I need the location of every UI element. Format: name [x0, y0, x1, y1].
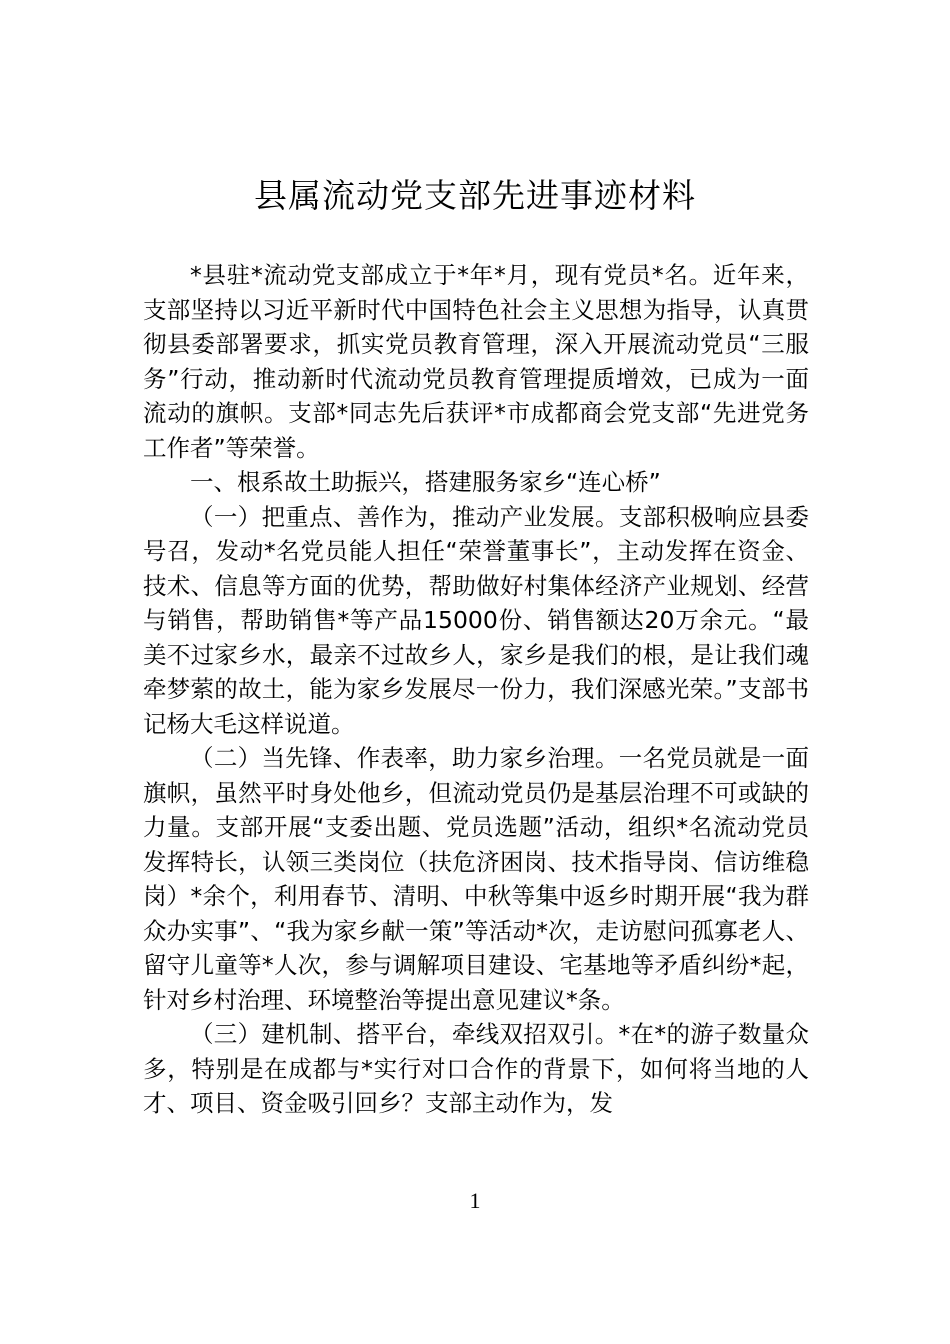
subsection-paragraph-2: （二）当先锋、作表率，助力家乡治理。一名党员就是一面旗帜，虽然平时身处他乡，但流动党员仍是基层治理不可或缺的力量。支部开展“支委出题、党员选题”活动，组织*名流动党员发挥特长，认领三类岗位（扶危济困岗、技术指导岗、信访维稳岗）*余个，利用春节、清明、中秋等集中返乡时期开展“我为群众办实事”、“我为家乡献一策”等活动*次，走访慰问孤寡老人、留守儿童等*人次，参与调解项目建设、宅基地等矛盾纠纷*起，针对乡村治理、环境整治等提出意见建议*条。 — [143, 744, 809, 1014]
page-number: 1 — [469, 1188, 481, 1213]
document-title: 县属流动党支部先进事迹材料 — [254, 176, 696, 215]
section-heading-1: 一、根系故土助振兴，搭建服务家乡“连心桥” — [190, 468, 661, 496]
subsection-paragraph-1: （一）把重点、善作为，推动产业发展。支部积极响应县委号召，发动*名党员能人担任“荣誉董事长”，主动发挥在资金、技术、信息等方面的优势，帮助做好村集体经济产业规划、经营与销售，帮助销售*等产品15000份、销售额达20万余元。“最美不过家乡水，最亲不过故乡人，家乡是我们的根，是让我们魂牵梦萦的故土，能为家乡发展尽一份力，我们深感光荣。”支部书记杨大毛这样说道。 — [143, 502, 809, 738]
subsection-paragraph-3: （三）建机制、搭平台，牵线双招双引。*在*的游子数量众多，特别是在成都与*实行对口合作的背景下，如何将当地的人才、项目、资金吸引回乡？支部主动作为，发 — [143, 1020, 809, 1117]
intro-paragraph: *县驻*流动党支部成立于*年*月，现有党员*名。近年来，支部坚持以习近平新时代中国特色社会主义思想为指导，认真贯彻县委部署要求，抓实党员教育管理，深入开展流动党员“三服务”行动，推动新时代流动党员教育管理提质增效，已成为一面流动的旗帜。支部*同志先后获评*市成都商会党支部“先进党务工作者”等荣誉。 — [143, 261, 809, 462]
document-body — [143, 258, 809, 1121]
